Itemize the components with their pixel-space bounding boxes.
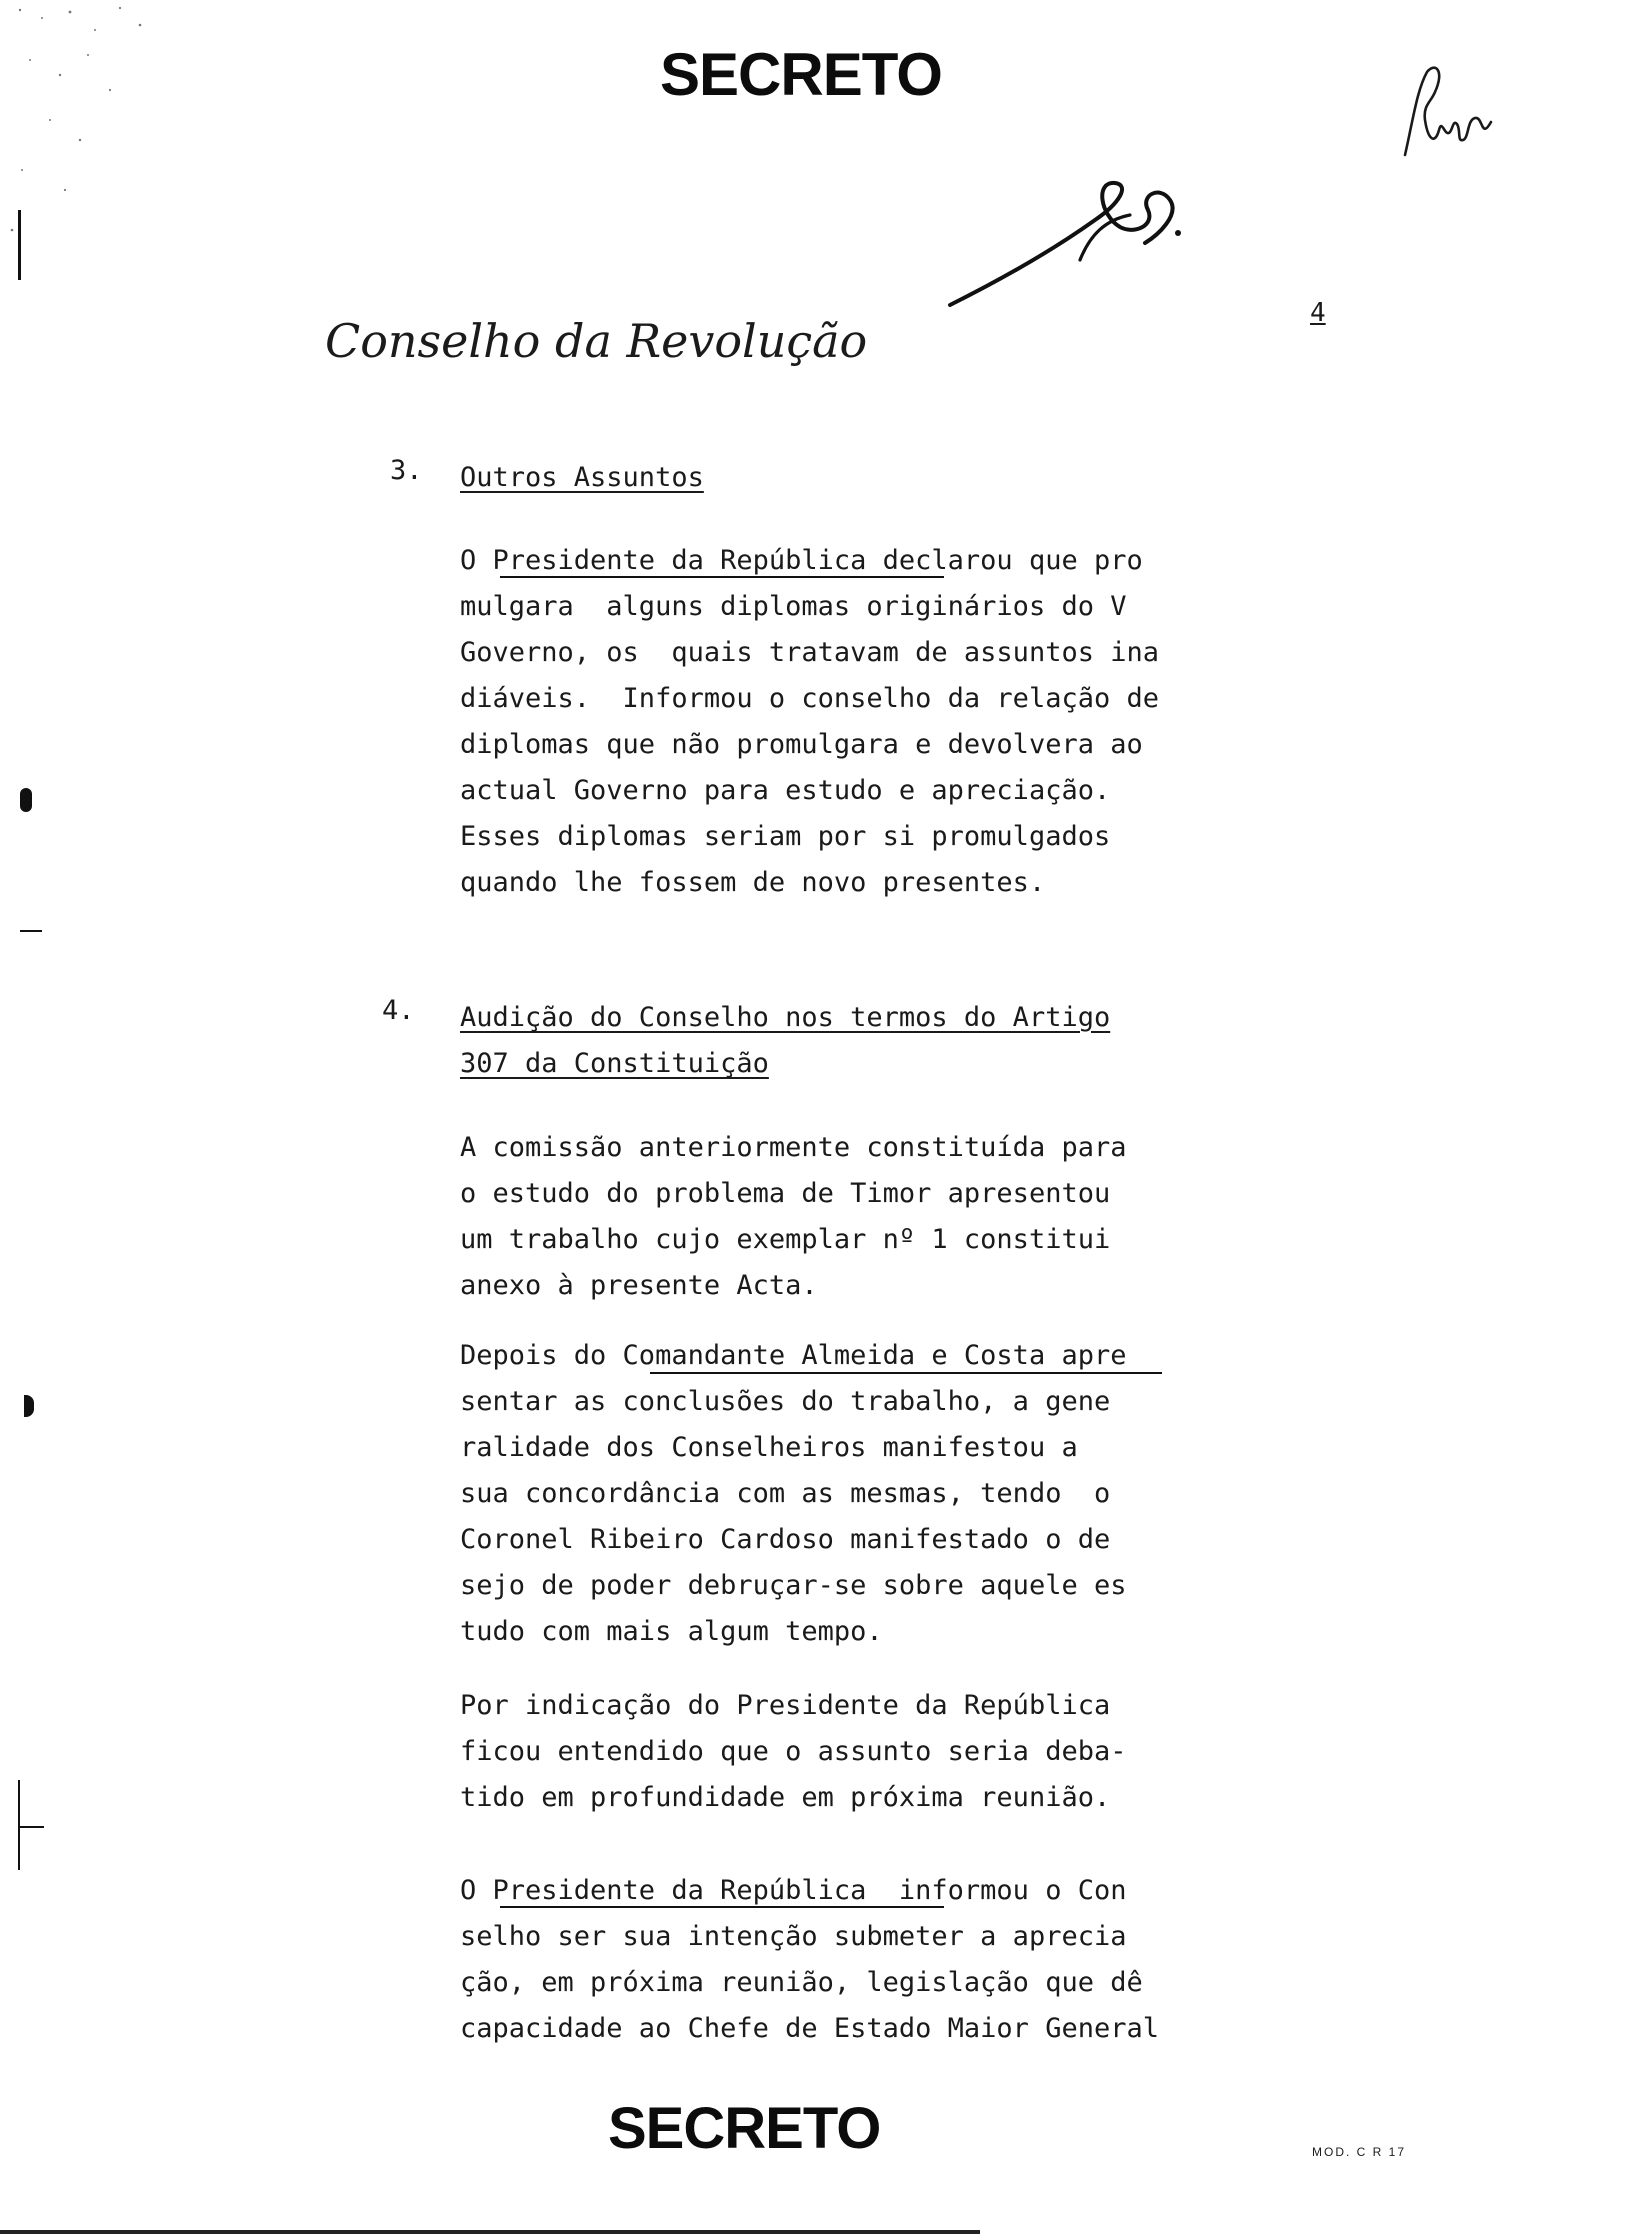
scan-edge-mark — [18, 210, 21, 280]
name-underline — [500, 1906, 944, 1908]
text-line: ralidade dos Conselheiros manifestou a — [460, 1432, 1078, 1463]
margin-line — [18, 1780, 20, 1870]
handwritten-initials — [1395, 60, 1505, 170]
text-line: actual Governo para estudo e apreciação. — [460, 775, 1111, 806]
text-line: Esses diplomas seriam por si promulgados — [460, 821, 1111, 852]
section-title-line: Outros Assuntos — [460, 462, 704, 493]
text-line: sejo de poder debruçar-se sobre aquele es — [460, 1570, 1127, 1601]
text-line: selho ser sua intenção submeter a aprecia — [460, 1921, 1127, 1952]
text-line: O Presidente da República informou o Con — [460, 1875, 1127, 1906]
paragraph — [460, 1125, 1330, 1309]
scan-noise-marks — [0, 0, 200, 260]
text-line: Governo, os quais tratavam de assuntos ina — [460, 637, 1159, 668]
text-line: quando lhe fossem de novo presentes. — [460, 867, 1046, 898]
classification-top: SECRETO — [660, 41, 942, 108]
text-line: sentar as conclusões do trabalho, a gene — [460, 1386, 1111, 1417]
text-line: O Presidente da República declarou que pro — [460, 545, 1143, 576]
margin-line — [18, 1826, 44, 1828]
letterhead — [325, 295, 985, 385]
classification-bottom: SECRETO — [608, 2096, 881, 2161]
section-title-line: Audição do Conselho nos termos do Artigo — [460, 1002, 1111, 1033]
text-line: um trabalho cujo exemplar nº 1 constitui — [460, 1224, 1111, 1255]
paragraph — [460, 1868, 1330, 2052]
name-underline — [650, 1372, 1162, 1374]
text-line: ficou entendido que o assunto seria deba- — [460, 1736, 1127, 1767]
text-line: Coronel Ribeiro Cardoso manifestado o de — [460, 1524, 1111, 1555]
text-line: capacidade ao Chefe de Estado Maior General — [460, 2013, 1159, 2044]
section-title — [460, 995, 1110, 1087]
name-underline — [500, 576, 944, 578]
form-code: MOD. C R 17 — [1312, 2145, 1407, 2159]
text-line: Depois do Comandante Almeida e Costa apre — [460, 1340, 1127, 1371]
paragraph — [460, 1683, 1330, 1821]
text-line: sua concordância com as mesmas, tendo o — [460, 1478, 1111, 1509]
text-line: diplomas que não promulgara e devolvera ao — [460, 729, 1143, 760]
page-number: 4 — [1310, 298, 1326, 328]
paragraph — [460, 1333, 1330, 1655]
section-title-line: 307 da Constituição — [460, 1048, 769, 1079]
text-line: tido em profundidade em próxima reunião. — [460, 1782, 1111, 1813]
margin-dash — [20, 930, 42, 932]
section-number: 4. — [382, 995, 415, 1026]
bottom-edge-rule — [0, 2230, 980, 2234]
svg-text:Conselho da Revolução: Conselho da Revolução — [325, 314, 868, 368]
section-title — [460, 455, 704, 501]
text-line: mulgara alguns diplomas originários do V — [460, 591, 1127, 622]
text-line: A comissão anteriormente constituída para — [460, 1132, 1127, 1163]
text-line: o estudo do problema de Timor apresentou — [460, 1178, 1111, 1209]
text-line: Por indicação do Presidente da República — [460, 1690, 1111, 1721]
margin-bracket — [24, 1395, 34, 1417]
section-number: 3. — [390, 455, 423, 486]
text-line: ção, em próxima reunião, legislação que dê — [460, 1967, 1143, 1998]
text-line: diáveis. Informou o conselho da relação de — [460, 683, 1159, 714]
text-line: tudo com mais algum tempo. — [460, 1616, 883, 1647]
margin-dot — [20, 788, 32, 812]
paragraph — [460, 538, 1330, 906]
text-line: anexo à presente Acta. — [460, 1270, 818, 1301]
